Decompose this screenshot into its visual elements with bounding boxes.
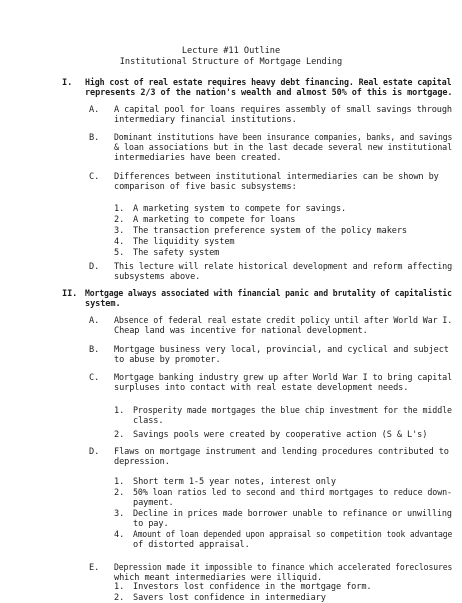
subitem-text-line: Decline in prices made borrower unable to refinance or unwilling: [133, 509, 452, 519]
item-marker: E.: [89, 563, 100, 573]
item-text-line: Flaws on mortgage instrument and lending procedures contributed to: [114, 447, 449, 457]
title-line-1: Lecture #11 Outline: [181, 46, 281, 56]
item-marker: C.: [89, 172, 100, 182]
subitem-marker: 5.: [114, 248, 125, 258]
item-marker: D.: [89, 262, 100, 272]
subitem-marker: 3.: [114, 509, 125, 519]
item-text-line: Depression made it impossible to finance which accelerated foreclosures: [114, 563, 453, 573]
item-text-line: surpluses into contact with real estate development needs.: [114, 383, 409, 393]
section-marker: II.: [62, 289, 78, 299]
item-text-line: Dominant institutions have been insurance companies, banks, and savings: [114, 133, 453, 143]
item-text-line: A capital pool for loans requires assembly of small savings through: [114, 105, 452, 115]
item-marker: B.: [89, 345, 100, 355]
section-heading-line: represents 2/3 of the nation's wealth and almost 50% of this is mortgage.: [85, 88, 453, 98]
item-marker: A.: [89, 105, 100, 115]
subitem-text-line: The safety system: [133, 248, 220, 258]
item-marker: D.: [89, 447, 100, 457]
item-marker: A.: [89, 316, 100, 326]
subitem-text-line: Short term 1-5 year notes, interest only: [133, 477, 336, 487]
subitem-marker: 1.: [114, 477, 125, 487]
subitem-text-line: class.: [133, 416, 164, 426]
item-marker: C.: [89, 373, 100, 383]
item-text-line: intermediary financial institutions.: [114, 115, 297, 125]
title-line-2: Institutional Structure of Mortgage Lending: [119, 57, 343, 67]
subitem-text-line: The liquidity system: [133, 237, 235, 247]
subitem-text-line: 50% loan ratios led to second and third mortgages to reduce down-: [133, 488, 452, 498]
subitem-text-line: A marketing to compete for loans: [133, 215, 296, 225]
subitem-marker: 2.: [114, 430, 125, 440]
item-text-line: This lecture will relate historical development and reform affecting: [114, 262, 453, 272]
section-marker: I.: [62, 78, 73, 88]
item-text-line: Absence of federal real estate credit policy until after World War I.: [114, 316, 453, 326]
item-text-line: Cheap land was incentive for national development.: [114, 326, 368, 336]
subitem-text-line: Savings pools were created by cooperative action (S & L's): [133, 430, 428, 440]
subitem-marker: 2.: [114, 488, 125, 498]
section-heading-line: system.: [85, 299, 121, 309]
subitem-text-line: to pay.: [133, 519, 169, 529]
item-text-line: & loan associations but in the last decade several new institutional: [114, 143, 453, 153]
subitem-marker: 1.: [114, 582, 125, 592]
item-text-line: comparison of five basic subsystems:: [114, 182, 297, 192]
subitem-text-line: Prosperity made mortgages the blue chip investment for the middle: [133, 406, 452, 416]
subitem-text-line: Investors lost confidence in the mortgage form.: [133, 582, 372, 592]
item-marker: B.: [89, 133, 100, 143]
item-text-line: depression.: [114, 457, 170, 467]
item-text-line: intermediaries have been created.: [114, 153, 282, 163]
subitem-marker: 4.: [114, 237, 125, 247]
item-text-line: to abuse by promoter.: [114, 355, 221, 365]
subitem-text-line: The transaction preference system of the policy makers: [133, 226, 407, 236]
section-heading-line: Mortgage always associated with financial panic and brutality of capitalistic: [85, 289, 452, 299]
subitem-text-line: Savers lost confidence in intermediary: [133, 593, 326, 603]
subitem-marker: 4.: [114, 530, 125, 540]
subitem-text-line: payment.: [133, 498, 174, 508]
subitem-marker: 1.: [114, 406, 125, 416]
subitem-text-line: A marketing system to compete for savings.: [133, 204, 347, 214]
item-text-line: which meant intermediaries were illiquid.: [114, 573, 323, 583]
section-heading-line: High cost of real estate requires heavy debt financing. Real estate capital: [85, 78, 452, 88]
subitem-text-line: of distorted appraisal.: [133, 540, 250, 550]
item-text-line: Differences between institutional intermediaries can be shown by: [114, 172, 439, 182]
subitem-marker: 2.: [114, 593, 125, 603]
subitem-text-line: Amount of loan depended upon appraisal so competition took advantage: [133, 530, 453, 540]
item-text-line: Mortgage banking industry grew up after World War I to bring capital: [114, 373, 453, 383]
item-text-line: subsystems above.: [114, 272, 201, 282]
subitem-marker: 2.: [114, 215, 125, 225]
subitem-marker: 1.: [114, 204, 125, 214]
item-text-line: Mortgage business very local, provincial, and cyclical and subject: [114, 345, 449, 355]
subitem-marker: 3.: [114, 226, 125, 236]
